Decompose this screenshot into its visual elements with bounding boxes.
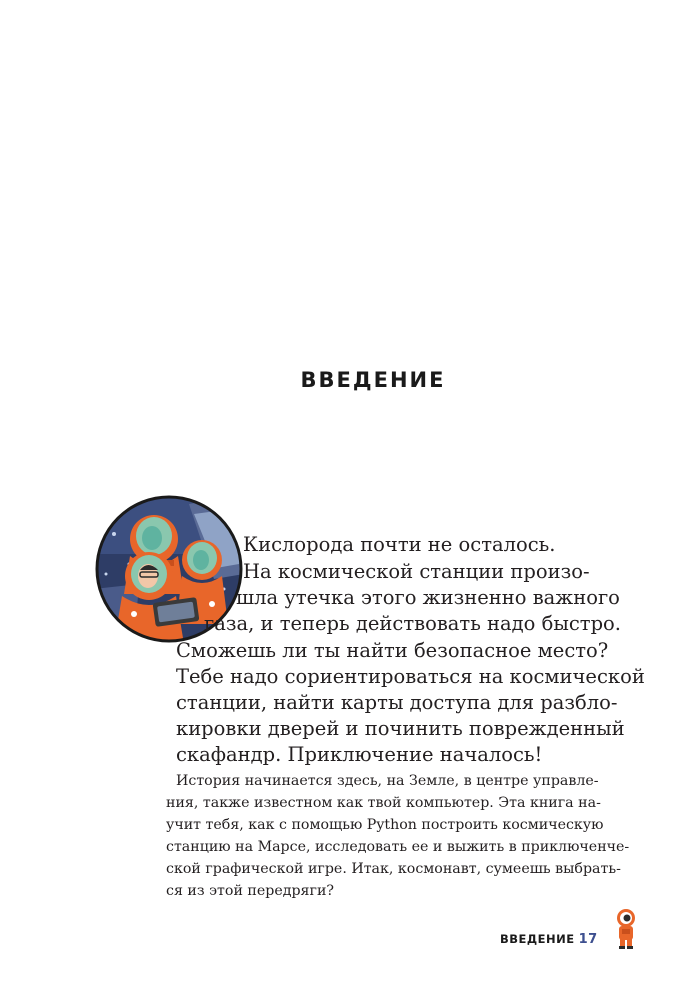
body-line-3: учит тебя, как с помощью Python построить космическую — [166, 817, 604, 833]
footer-section-title: ВВЕДЕНИЕ — [500, 932, 575, 946]
lead-line-7: станции, найти карты доступа для разбло- — [176, 691, 618, 714]
body-line-1: История начинается здесь, на Земле, в центре управле- — [176, 773, 599, 789]
body-line-5: ской графической игре. Итак, космонавт, сумеешь выбрать- — [166, 861, 621, 877]
lead-line-4: газа, и теперь действовать надо быстро. — [204, 612, 621, 635]
page-footer — [500, 932, 598, 947]
lead-line-2: На космической станции произо- — [243, 560, 590, 583]
astronaut-icon — [614, 908, 638, 950]
chapter-title: ВВЕДЕНИЕ — [300, 368, 446, 392]
lead-line-8: кировки дверей и починить поврежденный — [176, 717, 625, 740]
page-number: 17 — [578, 932, 598, 947]
lead-line-3: шла утечка этого жизненно важного — [236, 586, 620, 609]
body-line-2: ния, также известном как твой компьютер. Эта книга на- — [166, 795, 601, 811]
lead-line-9: скафандр. Приключение началось! — [176, 743, 543, 766]
body-line-6: ся из этой передряги? — [166, 883, 335, 899]
lead-line-1: Кислорода почти не осталось. — [243, 533, 556, 556]
lead-line-5: Сможешь ли ты найти безопасное место? — [176, 639, 609, 662]
body-line-4: станцию на Марсе, исследовать ее и выжить в приключенче- — [166, 839, 630, 855]
lead-line-6: Тебе надо сориентироваться на космической — [176, 665, 645, 688]
